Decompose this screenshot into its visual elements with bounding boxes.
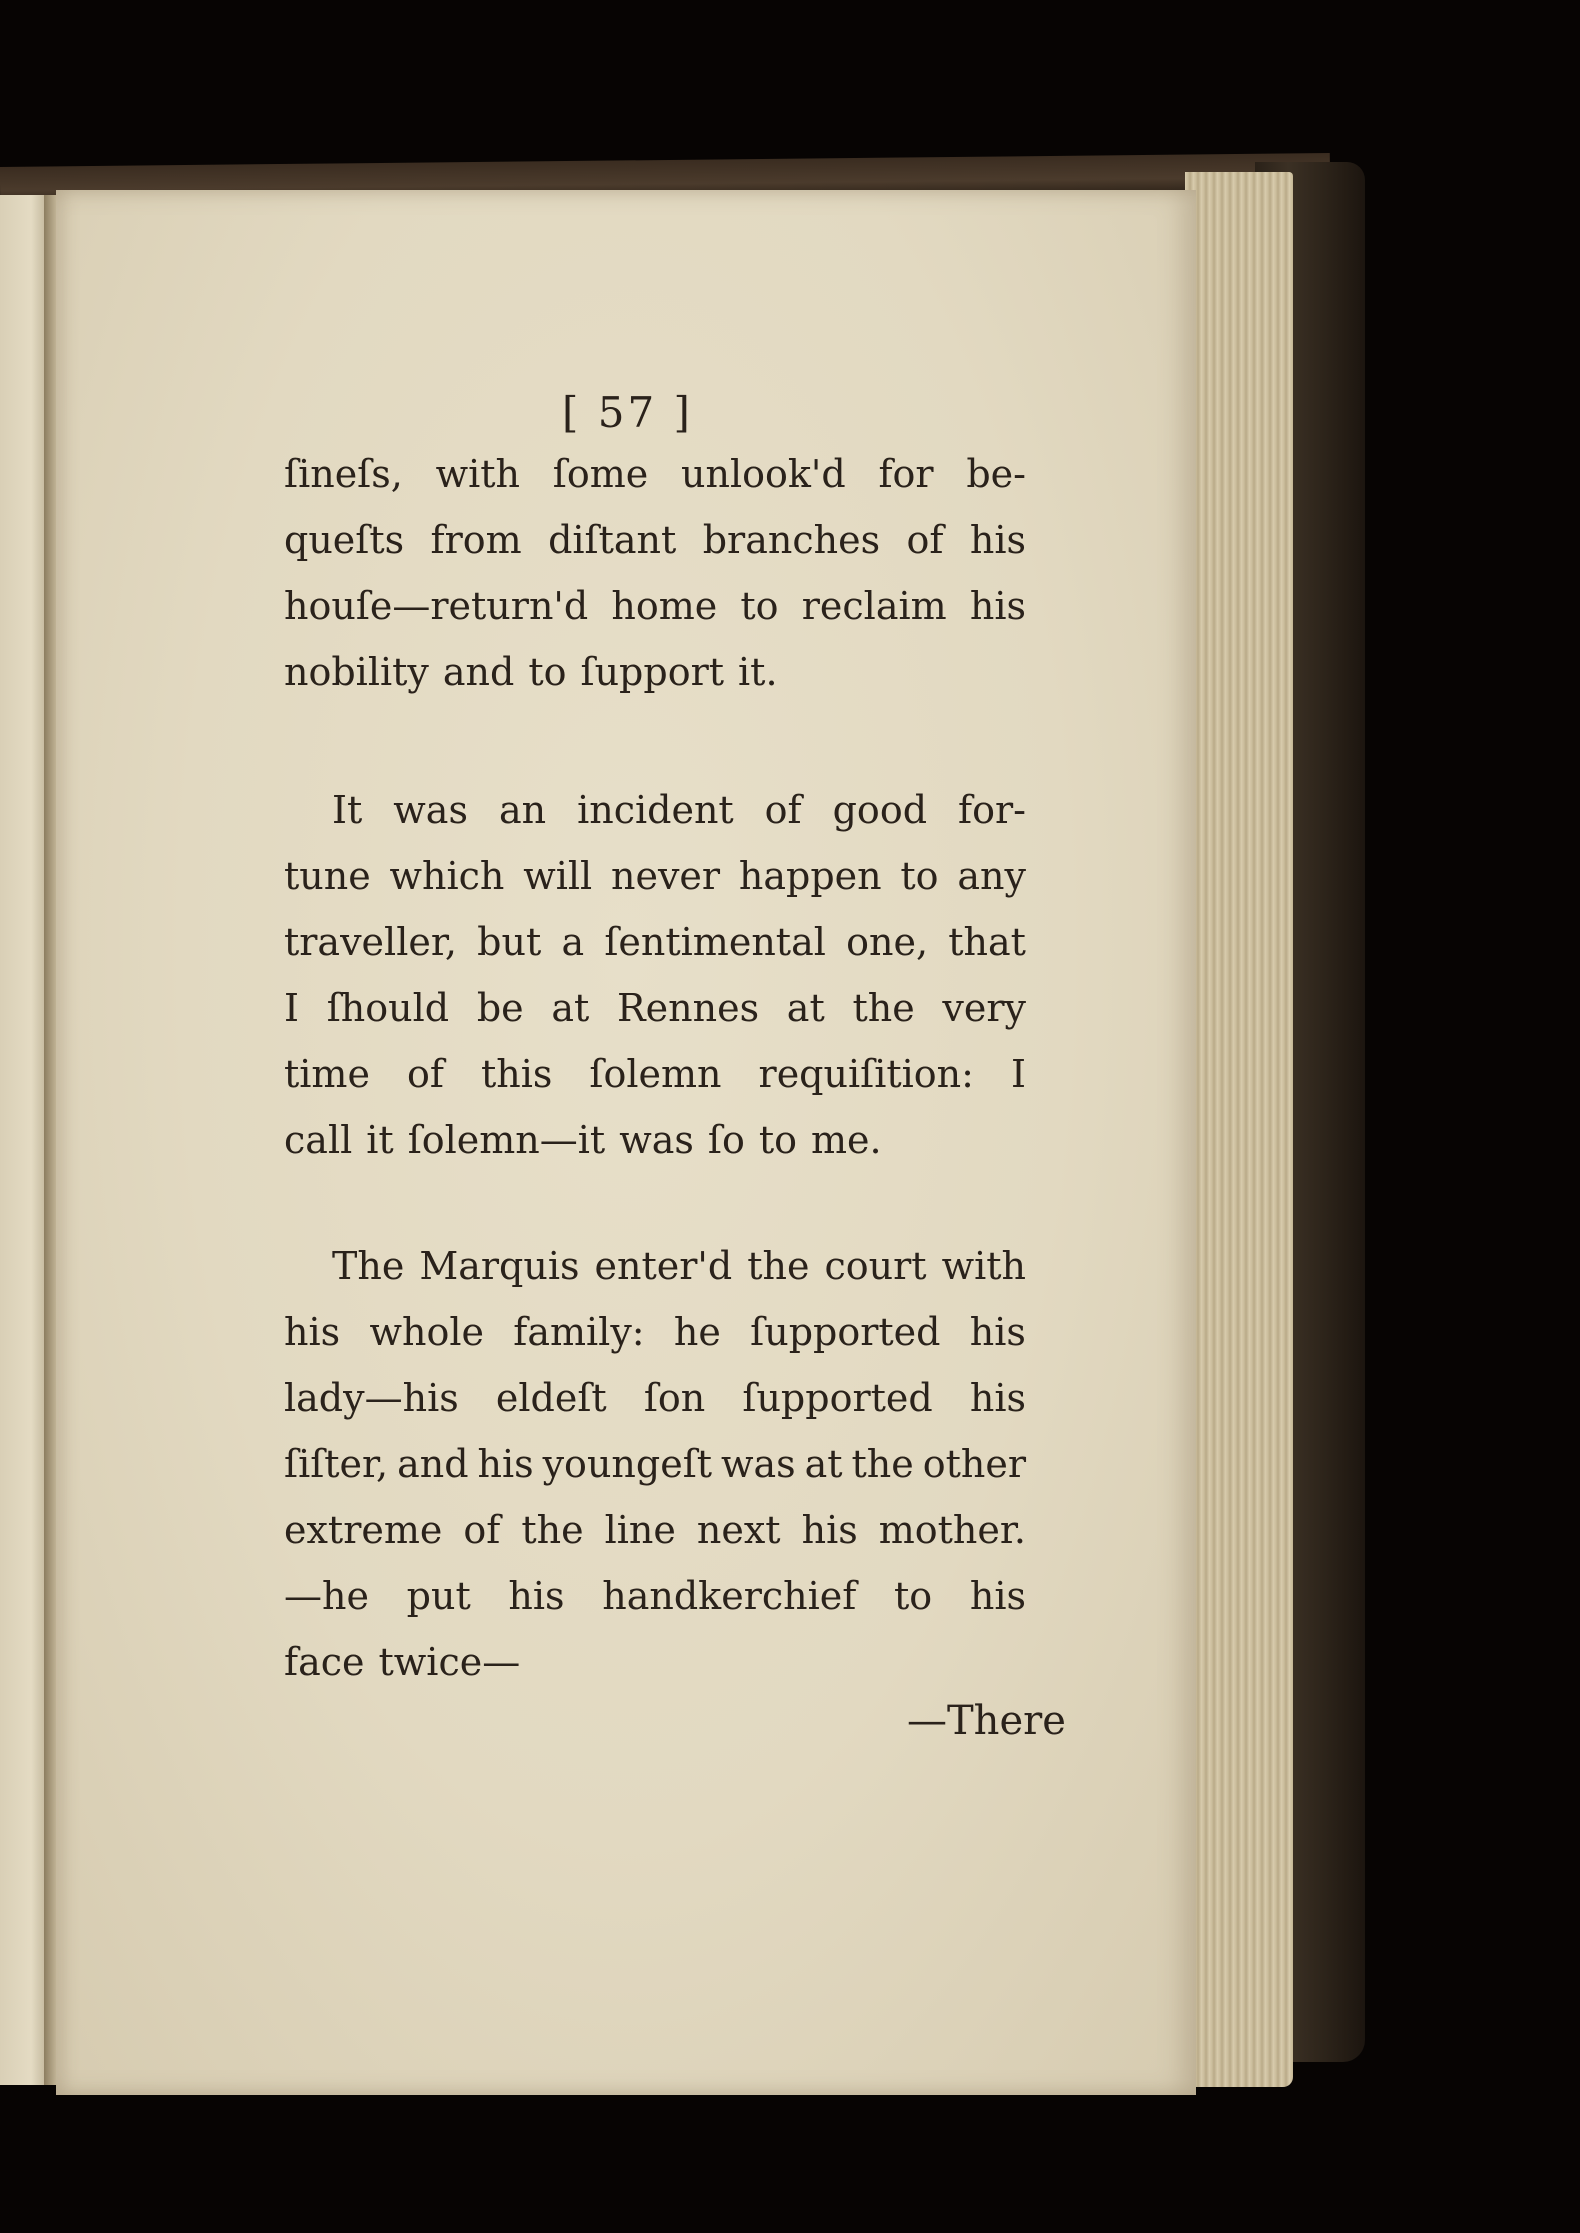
- text-line: [284, 1574, 1026, 1618]
- word: I: [1010, 1052, 1026, 1096]
- word: his: [801, 1508, 858, 1552]
- text-line: [284, 452, 1026, 496]
- word: his: [969, 1376, 1026, 1420]
- text-line: [284, 1118, 1026, 1162]
- text-line: [284, 854, 1026, 898]
- word: to: [528, 650, 567, 694]
- word: be-: [966, 452, 1026, 496]
- word: ſome: [552, 452, 649, 496]
- word: ſolemn—it: [407, 1118, 606, 1162]
- word: It: [332, 788, 363, 832]
- word: to: [758, 1118, 797, 1162]
- word: from: [430, 518, 522, 562]
- word: he: [673, 1310, 721, 1354]
- word: with: [941, 1244, 1026, 1288]
- word: traveller,: [284, 920, 457, 964]
- word: tune: [284, 854, 371, 898]
- word: an: [498, 788, 547, 832]
- word: ſineſs,: [284, 452, 403, 496]
- word: his: [508, 1574, 565, 1618]
- word: extreme: [284, 1508, 443, 1552]
- word: call: [284, 1118, 353, 1162]
- word: eldeſt: [495, 1376, 607, 1420]
- word: ſhould: [326, 986, 450, 1030]
- word: a: [561, 920, 585, 964]
- word: requiſition:: [758, 1052, 974, 1096]
- word: face: [284, 1640, 365, 1684]
- word: his: [969, 518, 1026, 562]
- word: it: [366, 1118, 394, 1162]
- word: ſo: [707, 1118, 745, 1162]
- word: will: [523, 854, 593, 898]
- word: happen: [738, 854, 882, 898]
- word: ſupport: [580, 650, 725, 694]
- word: —he: [284, 1574, 369, 1618]
- word: his: [969, 584, 1026, 628]
- word: at: [786, 986, 825, 1030]
- word: any: [957, 854, 1026, 898]
- word: incident: [577, 788, 734, 832]
- word: Rennes: [617, 986, 760, 1030]
- page-number: [ 57 ]: [562, 388, 693, 437]
- word: time: [284, 1052, 370, 1096]
- word: the: [521, 1508, 584, 1552]
- word: branches: [702, 518, 881, 562]
- text-line: [284, 1508, 1026, 1552]
- word: it.: [738, 650, 778, 694]
- word: twice—: [378, 1640, 521, 1684]
- word: I: [284, 986, 300, 1030]
- text-line: [284, 1310, 1026, 1354]
- word: Marquis: [419, 1244, 580, 1288]
- word: family:: [513, 1310, 645, 1354]
- word: home: [611, 584, 718, 628]
- word: line: [604, 1508, 676, 1552]
- text-line: [332, 788, 1026, 832]
- word: to: [740, 584, 779, 628]
- word: the: [747, 1244, 810, 1288]
- word: to: [894, 1574, 933, 1618]
- text-line: [284, 1052, 1026, 1096]
- word: with: [435, 452, 521, 496]
- word: his: [969, 1574, 1026, 1618]
- word: ſentimental: [604, 920, 826, 964]
- word: whole: [369, 1310, 484, 1354]
- word: good: [832, 788, 928, 832]
- word: diſtant: [548, 518, 677, 562]
- word: mother.: [878, 1508, 1026, 1552]
- catchword: —There: [907, 1698, 1066, 1744]
- word: for: [878, 452, 934, 496]
- word: this: [480, 1052, 553, 1096]
- word: which: [389, 854, 505, 898]
- word: court: [824, 1244, 927, 1288]
- word: the: [852, 986, 915, 1030]
- word: ſupported: [742, 1376, 933, 1420]
- text-line: [284, 1442, 1026, 1486]
- word: put: [406, 1574, 471, 1618]
- word: be: [476, 986, 524, 1030]
- word: and: [397, 1442, 469, 1486]
- word: at: [551, 986, 590, 1030]
- word: one,: [846, 920, 929, 964]
- word: at: [804, 1442, 843, 1486]
- word: queſts: [284, 518, 405, 562]
- word: nobility: [284, 650, 429, 694]
- word: of: [463, 1508, 501, 1552]
- word: was: [721, 1442, 796, 1486]
- text-line: [332, 1244, 1026, 1288]
- text-line: [284, 1640, 1026, 1684]
- word: that: [948, 920, 1026, 964]
- text-line: [284, 584, 1026, 628]
- word: of: [906, 518, 944, 562]
- word: to: [900, 854, 939, 898]
- word: lady—his: [284, 1376, 459, 1420]
- text-line: [284, 650, 1026, 694]
- word: was: [619, 1118, 694, 1162]
- word: handkerchief: [602, 1574, 857, 1618]
- word: but: [477, 920, 542, 964]
- word: was: [393, 788, 468, 832]
- text-line: [284, 986, 1026, 1030]
- word: his: [969, 1310, 1026, 1354]
- word: The: [332, 1244, 405, 1288]
- word: the: [851, 1442, 914, 1486]
- word: for-: [958, 788, 1026, 832]
- word: youngeſt: [542, 1442, 713, 1486]
- page-edges: [1185, 172, 1293, 2087]
- word: ſiſter,: [284, 1442, 389, 1486]
- word: next: [696, 1508, 781, 1552]
- text-line: [284, 1376, 1026, 1420]
- word: ſupported: [750, 1310, 941, 1354]
- word: reclaim: [801, 584, 947, 628]
- word: other: [922, 1442, 1026, 1486]
- book-page: [56, 190, 1196, 2095]
- text-line: [284, 518, 1026, 562]
- word: and: [442, 650, 515, 694]
- word: unlook'd: [681, 452, 846, 496]
- word: very: [942, 986, 1026, 1030]
- word: ſolemn: [589, 1052, 722, 1096]
- word: houſe—return'd: [284, 584, 589, 628]
- word: enter'd: [594, 1244, 733, 1288]
- word: ſon: [643, 1376, 706, 1420]
- word: never: [610, 854, 721, 898]
- text-line: [284, 920, 1026, 964]
- word: his: [284, 1310, 341, 1354]
- word: his: [477, 1442, 534, 1486]
- word: of: [406, 1052, 444, 1096]
- word: of: [764, 788, 802, 832]
- word: me.: [811, 1118, 882, 1162]
